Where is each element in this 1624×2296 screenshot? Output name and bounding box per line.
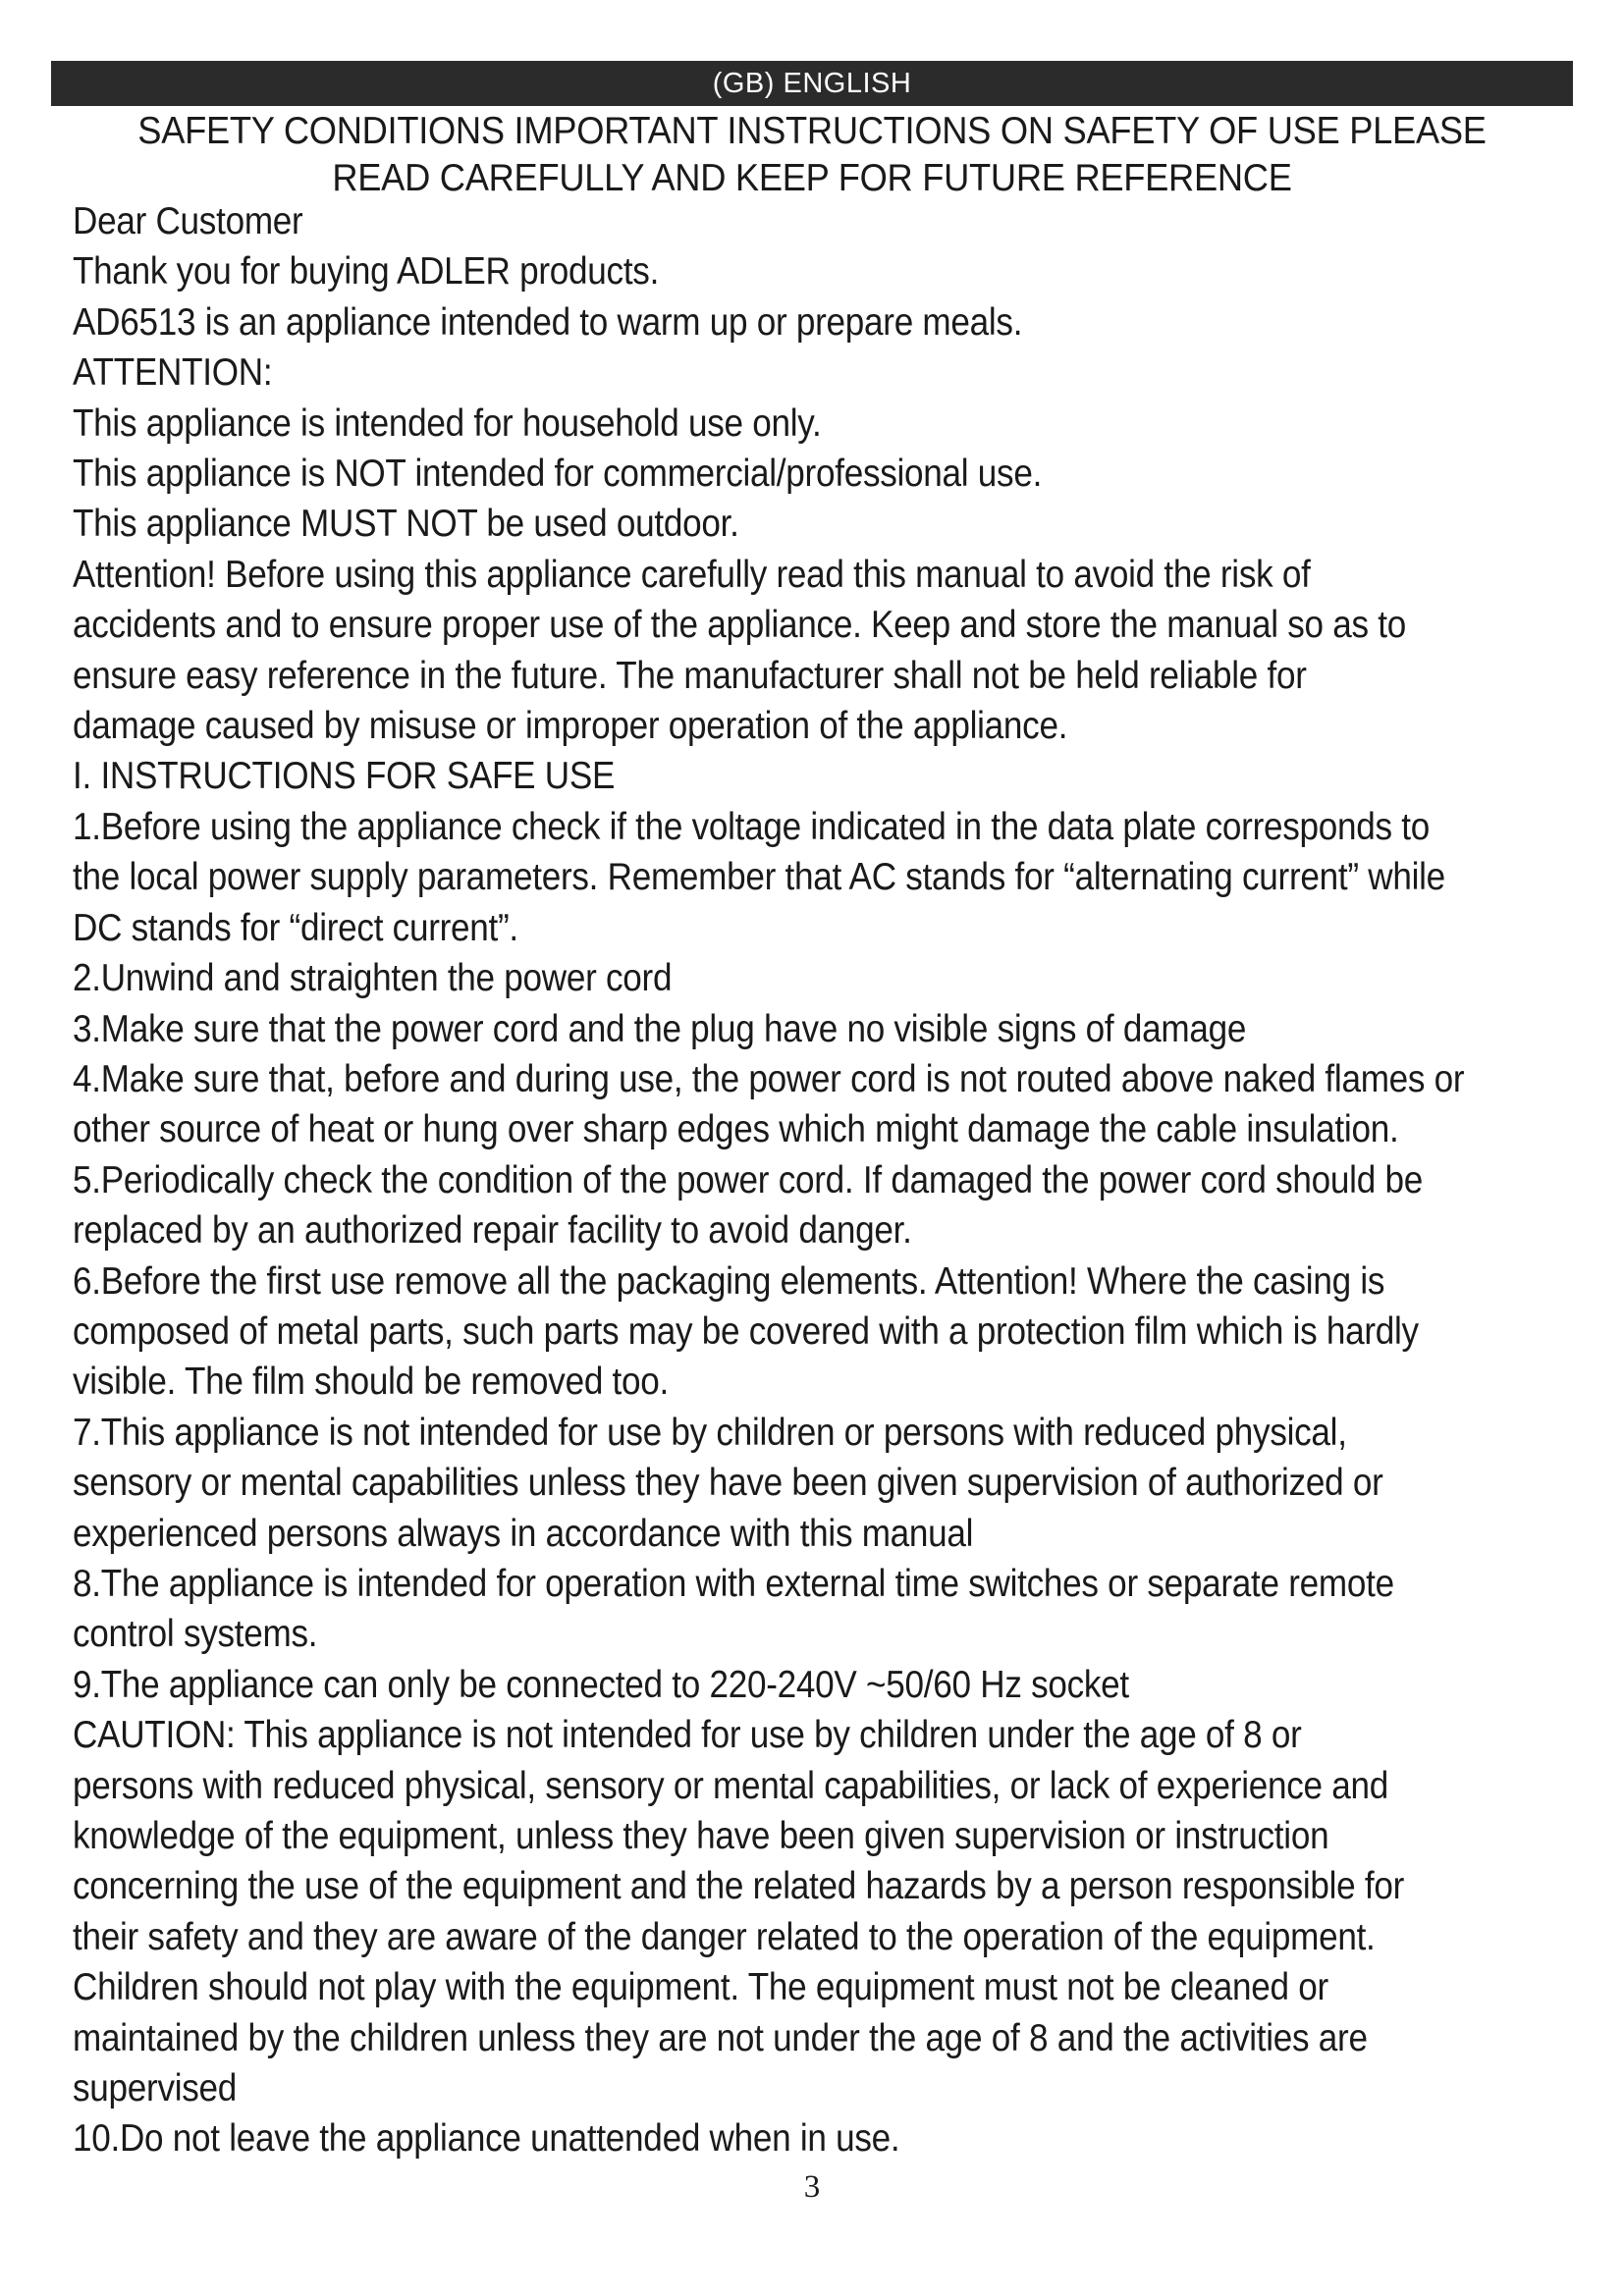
safety-title-line-2: READ CAREFULLY AND KEEP FOR FUTURE REFERENCE (332, 157, 1292, 199)
text-line: Children should not play with the equipment. The equipment must not be cleaned or (73, 1966, 1328, 2009)
text-line: 1.Before using the appliance check if the voltage indicated in the data plate corresponds to (73, 805, 1431, 848)
text-line: This appliance is NOT intended for commercial/professional use. (73, 453, 1043, 496)
text-line: 5.Periodically check the condition of the power cord. If damaged the power cord should be (73, 1158, 1423, 1201)
text-line: This appliance is intended for household use only. (73, 401, 822, 445)
text-line: replaced by an authorized repair facility to avoid danger. (73, 1209, 912, 1253)
text-line: other source of heat or hung over sharp edges which might damage the cable insulation. (73, 1108, 1399, 1151)
language-header-bar (51, 61, 1573, 106)
text-line: Dear Customer (73, 200, 303, 242)
text-line: AD6513 is an appliance intended to warm up or prepare meals. (73, 300, 1023, 344)
safety-title (104, 108, 1520, 202)
section-heading: I. INSTRUCTIONS FOR SAFE USE (73, 755, 616, 798)
text-line: control systems. (73, 1613, 318, 1656)
text-line: 7.This appliance is not intended for use by children or persons with reduced physical, (73, 1411, 1347, 1454)
text-line: Attention! Before using this appliance carefully read this manual to avoid the risk of (73, 553, 1311, 596)
text-line: 10.Do not leave the appliance unattended when in use. (73, 2117, 900, 2161)
page-number: 3 (803, 2169, 821, 2205)
text-line: ensure easy reference in the future. The manufacturer shall not be held reliable for (73, 654, 1307, 697)
text-line: Thank you for buying ADLER products. (73, 250, 660, 294)
text-line: 2.Unwind and straighten the power cord (73, 957, 673, 1000)
text-line: composed of metal parts, such parts may be covered with a protection film which is hardly (73, 1309, 1419, 1353)
text-line: 8.The appliance is intended for operation with external time switches or separate remote (73, 1562, 1394, 1605)
text-line: DC stands for “direct current”. (73, 906, 518, 949)
instructions-body (73, 196, 1531, 2164)
text-line: their safety and they are aware of the danger related to the operation of the equipment. (73, 1915, 1376, 1958)
text-line: sensory or mental capabilities unless they have been given supervision of authorized or (73, 1462, 1383, 1505)
text-line: visible. The film should be removed too. (73, 1361, 670, 1404)
text-line: ATTENTION: (73, 351, 273, 395)
text-line: concerning the use of the equipment and the related hazards by a person responsible for (73, 1865, 1405, 1908)
text-line: This appliance MUST NOT be used outdoor. (73, 503, 739, 546)
text-line: 6.Before the first use remove all the packaging elements. Attention! Where the casing is (73, 1259, 1385, 1303)
text-line: knowledge of the equipment, unless they have been given supervision or instruction (73, 1815, 1329, 1857)
caution-line: CAUTION: This appliance is not intended for use by children under the age of 8 or (73, 1714, 1302, 1757)
text-line: persons with reduced physical, sensory or mental capabilities, or lack of experience and (73, 1764, 1389, 1807)
text-line: 3.Make sure that the power cord and the plug have no visible signs of damage (73, 1007, 1247, 1050)
text-line: 9.The appliance can only be connected to 220-240V ~50/60 Hz socket (73, 1663, 1129, 1706)
text-line: damage caused by misuse or improper operation of the appliance. (73, 705, 1068, 748)
text-line: accidents and to ensure proper use of the appliance. Keep and store the manual so as to (73, 604, 1407, 647)
safety-title-line-1: SAFETY CONDITIONS IMPORTANT INSTRUCTIONS ON SAFETY OF USE PLEASE (137, 110, 1487, 152)
text-line: experienced persons always in accordance with this manual (73, 1512, 974, 1555)
text-line: the local power supply parameters. Remember that AC stands for “alternating current” while (73, 856, 1445, 899)
text-line: maintained by the children unless they are not under the age of 8 and the activities are (73, 2016, 1368, 2059)
text-line: supervised (73, 2067, 238, 2110)
language-label: (GB) ENGLISH (712, 68, 912, 99)
text-line: 4.Make sure that, before and during use, the power cord is not routed above naked flames or (73, 1057, 1465, 1100)
